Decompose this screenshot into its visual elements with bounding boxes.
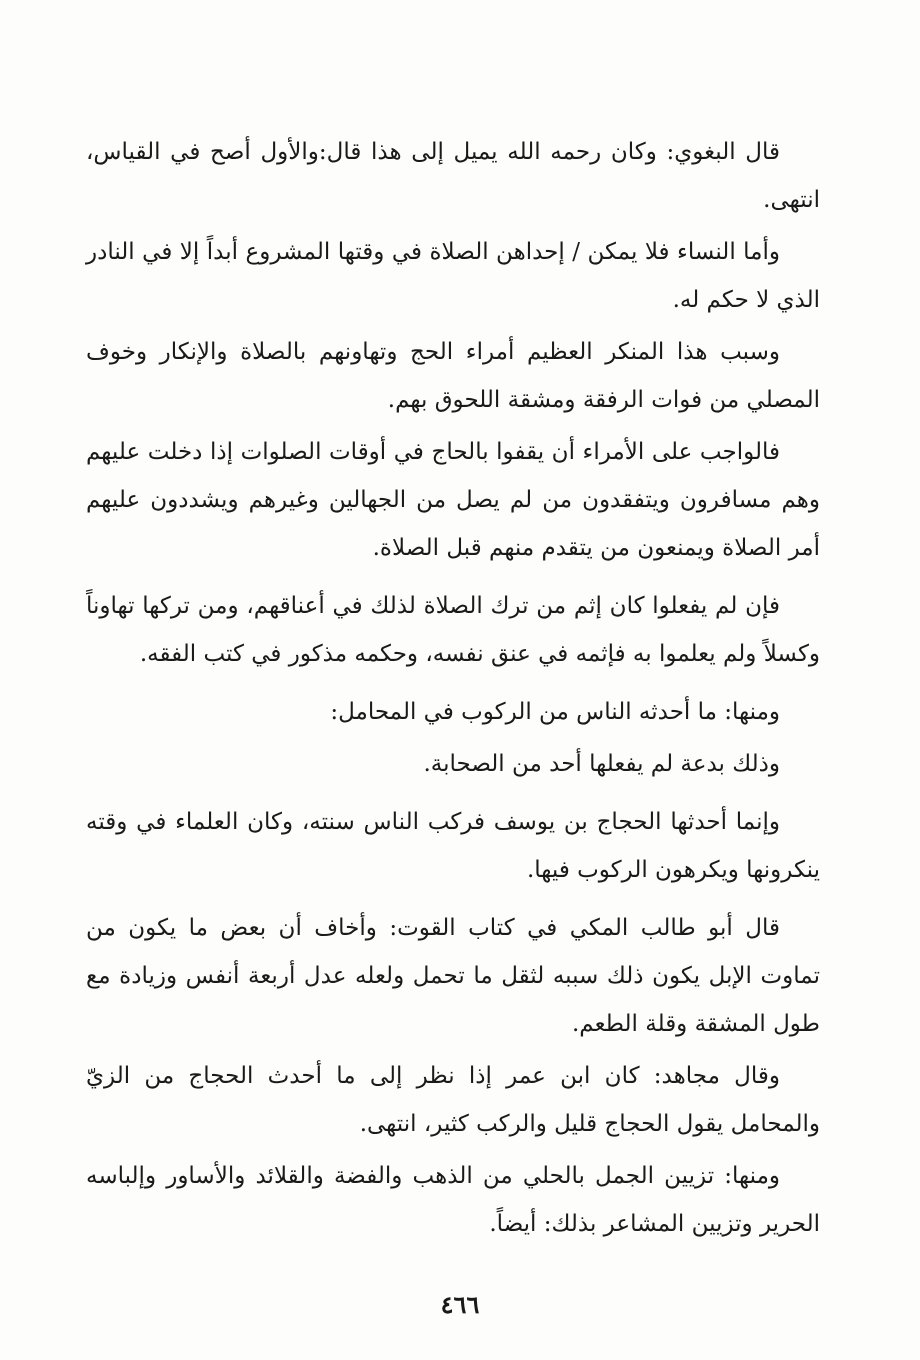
paragraph-2: وأما النساء فلا يمكن / إحداهن الصلاة في وقتها المشروع أبداً إلا في النادر الذي لا حكم له.: [86, 239, 820, 313]
paragraph-8: وإنما أحدثها الحجاج بن يوسف فركب الناس سنته، وكان العلماء في وقته ينكرونها ويكرهون الركوب فيها.: [86, 809, 820, 883]
page-number: ٤٦٦: [440, 1290, 480, 1319]
paragraph-7: وذلك بدعة لم يفعلها أحد من الصحابة.: [423, 751, 780, 777]
paragraph-5: فإن لم يفعلوا كان إثم من ترك الصلاة لذلك في أعناقهم، ومن تركها تهاوناً وكسلاً ولم يعلموا به فإثمه في عنق نفسه، وحكمه مذكور في كتب الفقه.: [86, 593, 820, 667]
paragraph-11: ومنها: تزيين الجمل بالحلي من الذهب والفضة والقلائد والأساور وإلباسه الحرير وتزيين المشاعر بذلك: أيضاً.: [86, 1163, 820, 1237]
paragraph-1: قال البغوي: وكان رحمه الله يميل إلى هذا قال:والأول أصح في القياس، انتهى.: [86, 139, 820, 213]
paragraph-4: فالواجب على الأمراء أن يقفوا بالحاج في أوقات الصلوات إذا دخلت عليهم وهم مسافرون ويتفقدون من لم يصل من الجهالين وغيرهم ويشددون عليهم أمر الصلاة ويمنعون من يتقدم منهم قبل الصلاة.: [86, 439, 820, 561]
paragraph-9: قال أبو طالب المكي في كتاب القوت: وأخاف أن بعض ما يكون من تماوت الإبل يكون ذلك سببه لثقل ما تحمل ولعله عدل أربعة أنفس وزيادة مع طول المشقة وقلة الطعم.: [86, 915, 820, 1037]
paragraph-6: ومنها: ما أحدثه الناس من الركوب في المحامل:: [330, 699, 780, 725]
body-text: [86, 128, 820, 1252]
paragraph-10: وقال مجاهد: كان ابن عمر إذا نظر إلى ما أحدث الحجاج من الزيّ والمحامل يقول الحجاج قليل والركب كثير، انتهى.: [86, 1063, 820, 1137]
paragraph-3: وسبب هذا المنكر العظيم أمراء الحج وتهاونهم بالصلاة والإنكار وخوف المصلي من فوات الرفقة ومشقة اللحوق بهم.: [86, 339, 820, 413]
